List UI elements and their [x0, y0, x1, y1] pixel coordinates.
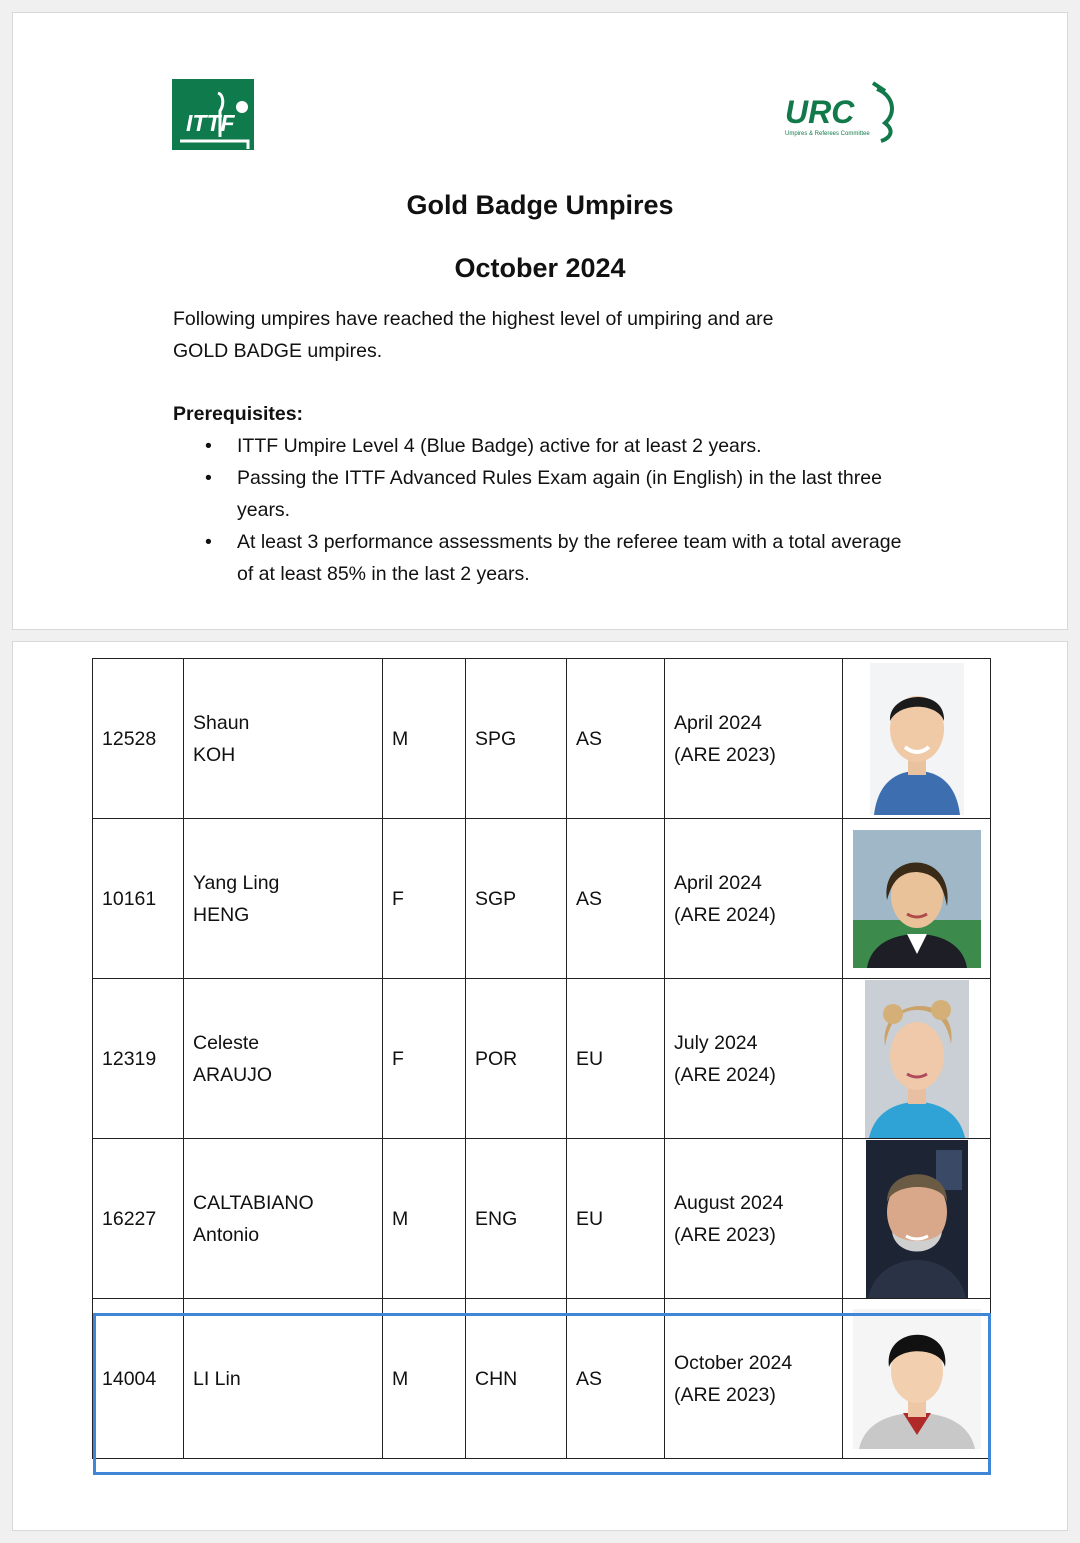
- urc-logo: [781, 79, 905, 145]
- umpire-id: 12528: [93, 659, 184, 819]
- last-name: HENG: [193, 903, 250, 926]
- full-name: LI Lin: [193, 1367, 241, 1390]
- prerequisite-text: years.: [237, 499, 291, 521]
- umpire-photo: [870, 663, 964, 815]
- prerequisite-text: ITTF Umpire Level 4 (Blue Badge) active for at least 2 years.: [237, 435, 762, 457]
- ittf-logo-text: ITTF: [186, 110, 235, 136]
- table-row: [93, 819, 991, 979]
- umpire-photo-cell: [843, 819, 991, 979]
- prerequisites-heading: Prerequisites:: [173, 403, 304, 425]
- umpire-date: [665, 1139, 843, 1299]
- umpire-photo: [866, 1140, 968, 1298]
- bullet-icon: •: [205, 467, 212, 489]
- urc-logo-text: URC: [785, 94, 855, 130]
- umpire-continent: AS: [567, 1299, 665, 1459]
- badge-date: April 2024: [674, 711, 762, 734]
- umpire-association: CHN: [466, 1299, 567, 1459]
- umpire-gender: M: [383, 1299, 466, 1459]
- bullet-icon: •: [205, 531, 212, 553]
- intro-paragraph: [173, 303, 873, 367]
- prerequisite-text: of at least 85% in the last 2 years.: [237, 563, 530, 585]
- prerequisite-text: Passing the ITTF Advanced Rules Exam again (in English) in the last three: [237, 467, 882, 489]
- urc-logo-tagline: Umpires & Referees Committee: [785, 131, 870, 137]
- umpire-name: [184, 659, 383, 819]
- umpire-name: [184, 1139, 383, 1299]
- umpire-id: 14004: [93, 1299, 184, 1459]
- prerequisite-text: At least 3 performance assessments by the referee team with a total average: [237, 531, 902, 553]
- umpire-continent: AS: [567, 819, 665, 979]
- first-name: Shaun: [193, 711, 250, 734]
- umpire-name: [184, 979, 383, 1139]
- umpire-association: SPG: [466, 659, 567, 819]
- umpire-gender: M: [383, 659, 466, 819]
- ittf-logo: [172, 79, 254, 150]
- last-name: ARAUJO: [193, 1063, 273, 1086]
- umpire-date: [665, 979, 843, 1139]
- umpire-photo: [865, 980, 969, 1138]
- intro-line: Following umpires have reached the highest level of umpiring and are: [173, 308, 774, 330]
- umpire-gender: M: [383, 1139, 466, 1299]
- umpire-association: ENG: [466, 1139, 567, 1299]
- prerequisite-item: [173, 430, 913, 462]
- are-year: (ARE 2024): [674, 1063, 776, 1086]
- umpire-photo: [853, 830, 981, 968]
- first-name: Celeste: [193, 1031, 260, 1054]
- umpire-photo-cell: [843, 659, 991, 819]
- table-row: [93, 659, 991, 819]
- document-header-page: [12, 12, 1068, 630]
- badge-date: April 2024: [674, 871, 762, 894]
- umpire-association: SGP: [466, 819, 567, 979]
- umpire-date: [665, 1299, 843, 1459]
- umpire-name: [184, 819, 383, 979]
- umpire-photo-cell: [843, 1139, 991, 1299]
- umpire-id: 10161: [93, 819, 184, 979]
- umpire-continent: EU: [567, 1139, 665, 1299]
- umpire-continent: AS: [567, 659, 665, 819]
- umpire-photo-cell: [843, 979, 991, 1139]
- umpire-name: [184, 1299, 383, 1459]
- badge-date: August 2024: [674, 1191, 784, 1214]
- prerequisites-list: [173, 430, 913, 590]
- first-name: Yang Ling: [193, 871, 280, 894]
- are-year: (ARE 2024): [674, 903, 776, 926]
- bullet-icon: •: [205, 435, 212, 457]
- umpire-table-page: [12, 641, 1068, 1531]
- last-name: KOH: [193, 743, 236, 766]
- table-row: [93, 1299, 991, 1459]
- are-year: (ARE 2023): [674, 743, 776, 766]
- umpire-table: [92, 658, 991, 1459]
- umpire-continent: EU: [567, 979, 665, 1139]
- umpire-date: [665, 659, 843, 819]
- document-title: Gold Badge Umpires: [406, 190, 674, 220]
- first-name: Antonio: [193, 1223, 260, 1246]
- umpire-photo: [853, 1309, 981, 1449]
- prerequisite-item: [173, 526, 913, 590]
- last-name: CALTABIANO: [193, 1191, 314, 1214]
- badge-date: October 2024: [674, 1351, 793, 1374]
- intro-line: GOLD BADGE umpires.: [173, 340, 383, 362]
- umpire-association: POR: [466, 979, 567, 1139]
- are-year: (ARE 2023): [674, 1223, 776, 1246]
- umpire-gender: F: [383, 979, 466, 1139]
- table-row: [93, 1139, 991, 1299]
- prerequisite-item: [173, 462, 913, 526]
- table-row: [93, 979, 991, 1139]
- document-subtitle: October 2024: [454, 253, 626, 283]
- badge-date: July 2024: [674, 1031, 758, 1054]
- umpire-gender: F: [383, 819, 466, 979]
- umpire-date: [665, 819, 843, 979]
- are-year: (ARE 2023): [674, 1383, 776, 1406]
- umpire-id: 16227: [93, 1139, 184, 1299]
- umpire-photo-cell: [843, 1299, 991, 1459]
- umpire-id: 12319: [93, 979, 184, 1139]
